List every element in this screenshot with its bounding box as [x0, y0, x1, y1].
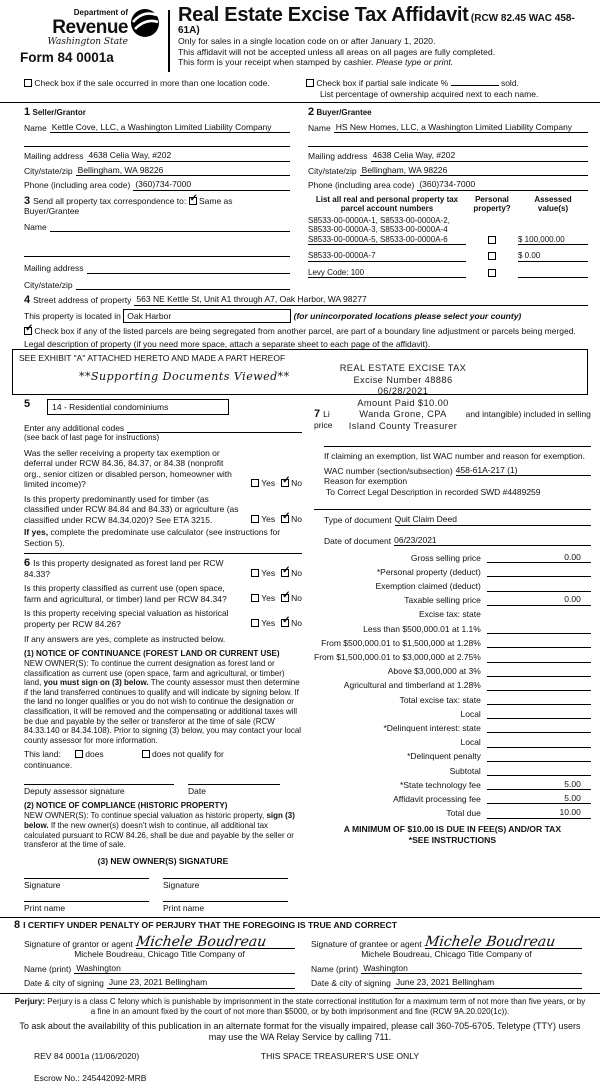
- tier3-field[interactable]: [487, 662, 591, 663]
- reason-label: Reason for exemption: [324, 476, 408, 486]
- timber-agriculture-question: Is this property predominantly used for timber (as classified under RCW 84.84 and 84.33) or agriculture (as classified under RCW 84.34.020)? See ETA 3215.: [24, 493, 239, 525]
- section-1-number: 1: [24, 106, 31, 118]
- legal-description-label: Legal description of property (if you need more space, attach a separate sheet to each page of the affidavit).: [24, 338, 431, 349]
- notice-continuance-title: (1) NOTICE OF CONTINUANCE (FOREST LAND OR CURRENT USE): [24, 648, 280, 658]
- tax-correspondence-section: 3 Send all property tax correspondence to: ✓ Same as Buyer/Grantee Name Mailing address City/state/zip: [0, 191, 300, 291]
- q1-no-checkbox[interactable]: [281, 479, 289, 487]
- tier2-field[interactable]: [487, 647, 591, 648]
- predominate-use-note: complete the predominate use calculator (see instructions for Section 5).: [24, 527, 281, 548]
- segregated-checkbox[interactable]: [24, 327, 32, 335]
- treasurer-stamp: [318, 363, 488, 433]
- section-4-number: 4: [24, 294, 31, 306]
- grantee-name-print-field[interactable]: Washington: [361, 963, 582, 975]
- gross-selling-price-field[interactable]: 0.00: [487, 552, 591, 564]
- dor-swirl-logo-icon: [130, 8, 160, 41]
- personal-property-list-field[interactable]: [324, 436, 591, 447]
- section-7-fragment-price: price: [314, 419, 333, 430]
- partial-sale-label: Check box if partial sale indicate %: [316, 78, 449, 88]
- stamp-title: REAL ESTATE EXCISE TAX: [339, 363, 467, 373]
- section-7-fragment: 7 Li and intangible) included in selling: [314, 408, 591, 420]
- ownership-percent-note: List percentage of ownership acquired next to each name.: [320, 88, 539, 99]
- dor-logo-area: [12, 8, 160, 72]
- q5-no-checkbox[interactable]: [281, 619, 289, 627]
- assessed-value-1[interactable]: $ 100,000.00: [518, 235, 588, 246]
- treasurer-space-label: THIS SPACE TREASURER'S USE ONLY: [260, 1050, 420, 1061]
- owner-printname-field-1[interactable]: Print name: [24, 901, 149, 914]
- wac-number-field[interactable]: 458-61A-217 (1): [456, 465, 591, 477]
- section-2-number: 2: [308, 106, 315, 118]
- q3-yes-checkbox[interactable]: [251, 569, 259, 577]
- partial-sale-checkbox[interactable]: [306, 79, 314, 87]
- stamp-office: Island County Treasurer: [348, 420, 458, 431]
- grantor-signature[interactable]: Michele Boudreau: [134, 933, 268, 950]
- q3-no-checkbox[interactable]: [281, 569, 289, 577]
- parcel-numbers-line3: S8533-00-0000A-5, S8533-00-0000A-6: [308, 235, 466, 246]
- multi-location-checkbox[interactable]: [24, 79, 32, 87]
- parcel-number-2[interactable]: S8533-00-0000A-7: [308, 251, 466, 262]
- washington-state-label: Washington State: [47, 36, 128, 47]
- correspondence-name-field[interactable]: [50, 231, 290, 232]
- grantor-name-print-field[interactable]: Washington: [74, 963, 295, 975]
- assessed-value-3[interactable]: [518, 268, 588, 278]
- revenue-wordmark: Revenue: [52, 16, 128, 38]
- q2-no-checkbox[interactable]: [281, 515, 289, 523]
- section-6-number: 6: [24, 557, 31, 569]
- stamp-excise-number: Excise Number 48886: [353, 374, 453, 385]
- partial-sale-percent-field[interactable]: [451, 85, 499, 86]
- exemption-note: If claiming an exemption, list WAC number and reason for exemption.: [324, 451, 585, 461]
- owner-signature-field-1[interactable]: Signature: [24, 878, 149, 891]
- header-note-1: Only for sales in a single location code on or after January 1, 2020.: [178, 36, 436, 46]
- grantee-signature[interactable]: Michele Boudreau: [423, 933, 556, 950]
- seller-phone-field[interactable]: (360)734-7000: [133, 179, 290, 191]
- page-title: Real Estate Excise Tax Affidavit: [178, 4, 469, 26]
- assessed-value-2[interactable]: $ 0.00: [518, 251, 588, 262]
- correspondence-city-field[interactable]: [76, 289, 290, 290]
- notice-compliance-body: NEW OWNER(S): To continue special valuation as historic property, sign (3) below. If the new owner(s) doesn't wish to continue, all additional tax calculated pursuant to RCW 84.26, shall be due and payable by the seller or transferor at the time of sale.: [24, 811, 295, 850]
- agricultural-field[interactable]: [487, 690, 591, 691]
- header-note-2: This affidavit will not be accepted unless all areas on all pages are fully completed.: [178, 46, 496, 57]
- assessed-value-header: Assessed value(s): [534, 194, 572, 213]
- located-in-select[interactable]: Oak Harbor: [123, 309, 291, 324]
- stamp-signer: Wanda Grone, CPA: [359, 409, 447, 420]
- divider: [24, 553, 302, 554]
- q5-yes-checkbox[interactable]: [251, 619, 259, 627]
- levy-code-field[interactable]: Levy Code: 100: [308, 268, 466, 279]
- personal-property-deduct-field[interactable]: [487, 576, 591, 577]
- document-type-field[interactable]: Quit Claim Deed: [395, 514, 591, 526]
- if-yes-note: If any answers are yes, complete as instructed below.: [24, 634, 226, 644]
- certification-section: 8 I CERTIFY UNDER PENALTY OF PERJURY THAT THE FOREGOING IS TRUE AND CORRECT Signature of grantor or agent Michele Boudreau Michele Boudreau, Chicago Title Company of Name (print) Washington Date & city of signing June 23, 2021 Bellingham Signature of grantee or agent Michele Boudreau Michele Boudreau, Chicago Title Company of Name (print) Washington Date & city of signing June 23, 2021 Bellingham: [0, 918, 600, 989]
- street-address-field[interactable]: 563 NE Kettle St, Unit A1 through A7, Oak Harbor, WA 98277: [134, 294, 588, 306]
- this-land-label: This land:: [24, 749, 61, 760]
- owner-printname-field-2[interactable]: Print name: [163, 901, 288, 914]
- form-footer: [0, 997, 600, 1084]
- grantee-company: Michele Boudreau, Chicago Title Company of: [361, 949, 532, 960]
- use-code-select[interactable]: 14 - Residential condominiums: [47, 399, 229, 415]
- parcel-row: [308, 268, 588, 279]
- section-3-label: Send all property tax correspondence to:: [33, 195, 187, 206]
- q4-no-checkbox[interactable]: [281, 594, 289, 602]
- partial-sale-sold-label: sold.: [500, 78, 519, 88]
- multi-location-label: Check box if the sale occurred in more than one location code.: [34, 78, 270, 88]
- personal-property-checkbox-1[interactable]: [488, 236, 496, 244]
- divider: [0, 917, 600, 918]
- property-address-section: 4 Street address of property 563 NE Kettle St, Unit A1 through A7, Oak Harbor, WA 98277 This property is located in Oak Harbor (for unincorporated locations please select your county) ✓ Check box if any of the listed parcels are being segregated from another parcel, are part of a boundary line adjustment or parcels being merged. Legal description of property (if you need more space, attach a separate sheet to each page of the affidavit).: [0, 290, 600, 349]
- forest-land-question: Is this property designated as forest land per RCW 84.33?: [24, 558, 224, 579]
- tier4-field[interactable]: [487, 676, 591, 677]
- right-column: 7 Li and intangible) included in selling price If claiming an exemption, list WAC number and reason for exemption. WAC number (section/subsection) 458-61A-217 (1) Reason for exemption To Correct Legal Description in recorded SWD #4489259 Type of document Quit Claim Deed Date of document 06/23/2021 Gross selling price 0.00 *Personal property (deduct) Exemption claimed (deduct) Taxable selling price 0.00 Excise tax: state Less than $500,000.01 at 1.1% From $500,000.01 to $1,500,000 at 1.28% From $1,500,000.01 to $3,000,000 at 2.75% Above $3,000,000 at 3% Agricultural and timberland at 1.28% Total excise tax: state Local *Delinquent interest: state Local *Delinquent penalty Subtotal *State technology fee 5.00 Affidavit processing fee 5.00 Total due 10.00 A MINIMUM OF $10.00 IS DUE IN FEE(S) AND/OR TAX *SEE INSTRUCTIONS: [308, 399, 591, 913]
- owner-signature-field-2[interactable]: Signature: [163, 878, 288, 891]
- stamp-date: 06/28/2021: [377, 386, 429, 397]
- same-as-buyer-label: Same as Buyer/Grantee: [24, 195, 233, 216]
- notice-compliance-title: (2) NOTICE OF COMPLIANCE (HISTORIC PROPERTY): [24, 800, 228, 810]
- correspondence-mailing-field[interactable]: [87, 273, 290, 274]
- exemption-claimed-field[interactable]: [487, 591, 591, 592]
- historical-property-question: Is this property receiving special valuation as historical property per RCW 84.26?: [24, 608, 229, 629]
- legal-description-box[interactable]: [12, 349, 588, 395]
- personal-property-checkbox-3[interactable]: [488, 269, 496, 277]
- continuance-label: continuance.: [24, 759, 73, 770]
- section-5-number: 5: [24, 398, 31, 410]
- seller-name-extra-field[interactable]: [24, 136, 290, 147]
- title-rcw-suffix: (RCW 82.45 WAC 458-61A): [178, 13, 575, 36]
- dept-of-label: Department of: [73, 8, 128, 17]
- form-header: [0, 0, 600, 74]
- delinquent-interest-field[interactable]: [487, 732, 591, 733]
- grantor-company: Michele Boudreau, Chicago Title Company of: [74, 949, 245, 960]
- rev-number: REV 84 0001a (11/06/2020): [34, 1050, 140, 1061]
- segregated-label: Check box if any of the listed parcels are being segregated from another parcel, are part of a boundary line adjustment or parcels being merged.: [34, 326, 576, 336]
- exemption-deferral-question: Was the seller receiving a property tax exemption or deferral under RCW 84.36, 84.37, or 84.38 (nonprofit org., senior citizen or disabled person, homeowner with limited income)?: [24, 447, 232, 489]
- total-due-field[interactable]: 10.00: [487, 807, 591, 819]
- buyer-mailing-field[interactable]: 4638 Celia Way, #202: [371, 150, 588, 162]
- parcel-list-section: [300, 191, 600, 291]
- parcel-numbers-line2: S8533-00-0000A-3, S8533-00-0000A-4: [308, 225, 448, 234]
- reason-value-field[interactable]: To Correct Legal Description in recorded SWD #4489259: [326, 486, 541, 497]
- codes-note: (see back of last page for instructions): [24, 433, 160, 442]
- seller-mailing-field[interactable]: 4638 Celia Way, #202: [87, 150, 290, 162]
- buyer-city-field[interactable]: Bellingham, WA 98226: [360, 165, 588, 177]
- parcel-row: [308, 251, 588, 262]
- section-3-number: 3: [24, 194, 31, 207]
- section-2-title: Buyer/Grantee: [316, 108, 372, 117]
- local-field-1[interactable]: [487, 718, 591, 719]
- subtotal-field[interactable]: [487, 775, 591, 776]
- tier1-field[interactable]: [487, 633, 591, 634]
- escrow-number: Escrow No.: 245442092-MRB: [34, 1073, 147, 1084]
- located-in-label: This property is located in: [24, 310, 121, 321]
- parcel-numbers-line1: S8533-00-0000A-1, S8533-00-0000A-2,: [308, 215, 450, 225]
- header-divider: [168, 10, 170, 72]
- divider: [314, 509, 591, 510]
- land-does-not-checkbox[interactable]: [142, 750, 150, 758]
- correspondence-extra-field[interactable]: [24, 246, 290, 257]
- total-excise-state-field[interactable]: [487, 704, 591, 705]
- stamp-amount-paid: Amount Paid $10.00: [357, 397, 449, 408]
- buyer-grantee-section: 2 Buyer/Grantee Name HS New Homes, LLC, a Washington Limited Liability Company Mailing address 4638 Celia Way, #202 City/state/zip Bellingham, WA 98226 Phone (including area code) (360)734-7000: [300, 103, 600, 191]
- document-date-field[interactable]: 06/23/2021: [394, 535, 591, 547]
- taxable-selling-price-field[interactable]: 0.00: [487, 594, 591, 606]
- section-8-number: 8: [14, 919, 21, 932]
- grantor-date-city-field[interactable]: June 23, 2021 Bellingham: [107, 977, 295, 989]
- seller-grantor-section: 1 Seller/Grantor Name Kettle Cove, LLC, a Washington Limited Liability Company Mailing address 4638 Celia Way, #202 City/state/zip Bellingham, WA 98226 Phone (including area code) (360)734-7000: [0, 103, 300, 191]
- parcel-header: List all real and personal property tax parcel account numbers: [315, 194, 459, 213]
- parcel-row: [308, 216, 588, 246]
- header-note-3: This form is your receipt when stamped by cashier. Please type or print.: [178, 57, 454, 67]
- divider: [0, 993, 600, 994]
- county-note: (for unincorporated locations please select your county): [293, 310, 522, 321]
- personal-property-header: Personal property?: [473, 194, 511, 213]
- accessibility-note: To ask about the availability of this publication in an alternate format for the visually impaired, please call 360-705-6705. Teletype (TTY) users may use the WA Relay Service by calling 711.: [19, 1020, 581, 1042]
- current-use-question: Is this property classified as current use (open space, farm and agricultural, or timber) land per RCW 84.34?: [24, 583, 227, 604]
- left-column: 5 14 - Residential condominiums Enter any additional codes (see back of last page for instructions) Was the seller receiving a property tax exemption or deferral under RCW 84.36, 84.37, or 84.38 (nonprofit org., senior citizen or disabled person, homeowner with limited income)? Yes ✓ No Is this property predominantly used for timber (as classified under RCW 84.84 and 84.33) or agriculture (as classified under RCW 84.34.020)? See ETA 3215. Yes ✓ No If yes, complete the predominate use calculator (see instructions for Section 5). 6 Is this property designated as forest land per RCW 84.33? Yes ✓ No Is this property classified as current use (open space, farm and agricultural, or timber) land per RCW 84.34? Yes ✓ No Is this property receiving special valuation as historical property per RCW 84.26? Yes ✓ No If any answers are yes, complete as instructed below. (1) NOTICE OF CONTINUANCE (FOREST LAND OR CURRENT USE) NEW OWNER(S): To continue the current designation as forest land or classification as current use (open space, farm and agricultural, or timber) land, you must sign on (3) below. The county assessor must then determine if the land transferred continues to qualify and will indicate by signing below. If the land no longer qualifies or you do not wish to continue the designation or classification, it will be removed and the compensating or additional taxes will be due and payable by the seller or transferor at the time of sale (RCW 84.33.140 or 84.34.108). Prior to signing (3) below, you may contact your local county assessor for more information. This land: does does not qualify for continuance. Deputy assessor signature Date (2) NOTICE OF COMPLIANCE (HISTORIC PROPERTY) NEW OWNER(S): To continue special valuation as historic property, sign (3) below. If the new owner(s) doesn't wish to continue, all additional tax calculated pursuant to RCW 84.26, shall be due and payable by the seller or transferor at the time of sale. (3) NEW OWNER(S) SIGNATURE Signature Signature Print name Print name: [12, 399, 308, 913]
- seller-city-field[interactable]: Bellingham, WA 98226: [76, 165, 290, 177]
- affidavit-processing-fee-field[interactable]: 5.00: [487, 793, 591, 805]
- buyer-phone-field[interactable]: (360)734-7000: [417, 179, 588, 191]
- buyer-name-extra-field[interactable]: [308, 136, 588, 147]
- section-7-number: 7: [314, 408, 321, 420]
- supporting-documents-note: **Supporting Documents Viewed**: [79, 369, 290, 383]
- q4-yes-checkbox[interactable]: [251, 594, 259, 602]
- q1-yes-checkbox[interactable]: [251, 479, 259, 487]
- state-technology-fee-field[interactable]: 5.00: [487, 779, 591, 791]
- grantee-date-city-field[interactable]: June 23, 2021 Bellingham: [394, 977, 582, 989]
- deputy-assessor-signature-field[interactable]: Deputy assessor signature: [24, 784, 174, 797]
- seller-name-field[interactable]: Kettle Cove, LLC, a Washington Limited Liability Company: [50, 122, 290, 134]
- land-does-checkbox[interactable]: [75, 750, 83, 758]
- new-owner-signature-title: (3) NEW OWNER(S) SIGNATURE: [97, 855, 229, 866]
- local-field-2[interactable]: [487, 747, 591, 748]
- perjury-note: Perjury: Perjury is a class C felony which is punishable by imprisonment in the state correctional institution for a maximum term of not more than five years, or by a fine in an amount fixed by the court of not more than $5000, or by both imprisonment and fine (RCW 9A.20.020(1c)).: [14, 996, 586, 1016]
- same-as-buyer-checkbox[interactable]: [189, 197, 197, 205]
- personal-property-checkbox-2[interactable]: [488, 252, 496, 260]
- deputy-date-field[interactable]: Date: [188, 784, 280, 797]
- buyer-name-field[interactable]: HS New Homes, LLC, a Washington Limited Liability Company: [334, 122, 588, 134]
- delinquent-penalty-field[interactable]: [487, 761, 591, 762]
- legal-exhibit-text: SEE EXHIBIT "A" ATTACHED HERETO AND MADE A PART HEREOF: [19, 353, 286, 363]
- section-1-title: Seller/Grantor: [32, 108, 86, 117]
- q2-yes-checkbox[interactable]: [251, 515, 259, 523]
- minimum-fee-note: A MINIMUM OF $10.00 IS DUE IN FEE(S) AND/OR TAX *SEE INSTRUCTIONS: [343, 823, 562, 845]
- certify-statement: I CERTIFY UNDER PENALTY OF PERJURY THAT THE FOREGOING IS TRUE AND CORRECT: [23, 920, 397, 931]
- notice-continuance-body: NEW OWNER(S): To continue the current designation as forest land or classification as current use (open space, farm and agricultural, or timber) land, you must sign on (3) below. The county assessor must then determine if the land transferred continues to qualify and will indicate by signing below. If the land no longer qualifies or you do not wish to continue the designation or classification, it will be removed and the compensating or additional taxes will be due and payable by the seller or transferor at the time of sale (RCW 84.33.140 or 84.34.108). Prior to signing (3) below, you may contact your local county assessor for more information.: [24, 659, 302, 745]
- form-number: Form 84 0001a: [20, 50, 114, 65]
